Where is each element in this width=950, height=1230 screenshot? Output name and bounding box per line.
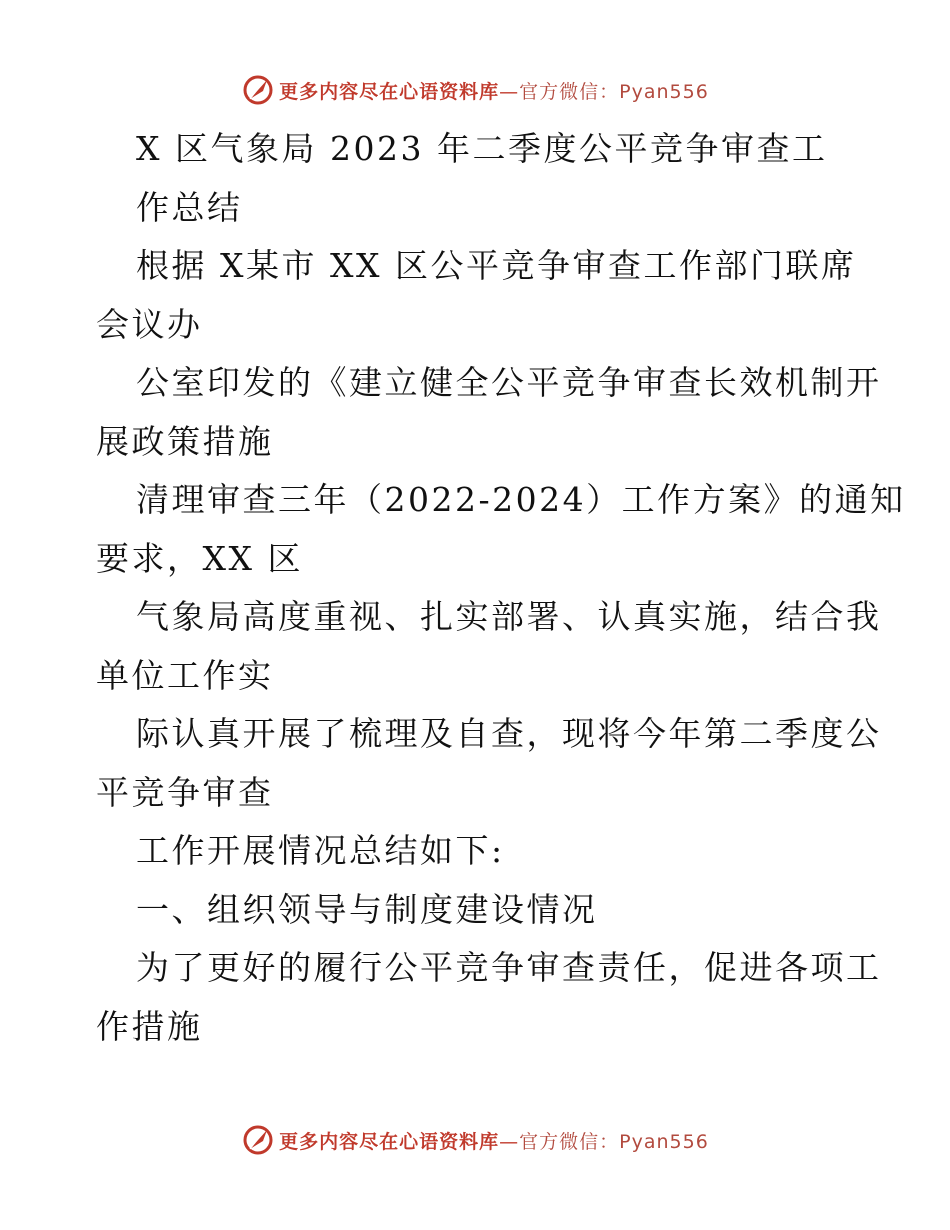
section-heading: 一、组织领导与制度建设情况 bbox=[136, 889, 598, 929]
feather-pen-circle-icon bbox=[241, 1123, 275, 1157]
document-line: 公室印发的《建立健全公平竞争审查长效机制开 bbox=[136, 363, 882, 402]
document-line: 气象局高度重视、扎实部署、认真实施，结合我 bbox=[136, 597, 882, 636]
footer-watermark bbox=[0, 1120, 950, 1160]
document-line: 为了更好的履行公平竞争审查责任，促进各项工 bbox=[136, 948, 882, 987]
watermark-separator: — bbox=[499, 1130, 520, 1153]
document-line: 作措施 bbox=[96, 1006, 203, 1046]
document-line: 单位工作实 bbox=[96, 655, 274, 695]
watermark-wechat-text: 官方微信：Pyan556 bbox=[519, 80, 709, 103]
document-line: 工作开展情况总结如下: bbox=[136, 831, 505, 870]
document-line: 要求，XX 区 bbox=[96, 538, 303, 578]
document-line: 会议办 bbox=[96, 304, 203, 344]
watermark-wechat-text: 官方微信：Pyan556 bbox=[519, 1130, 709, 1153]
document-line: 作总结 bbox=[136, 187, 243, 227]
document-line: X 区气象局 2023 年二季度公平竞争审查工 bbox=[136, 129, 828, 168]
document-line: 展政策措施 bbox=[96, 421, 274, 461]
watermark-brand-text: 更多内容尽在心语资料库 bbox=[279, 1130, 500, 1153]
feather-pen-circle-icon bbox=[241, 73, 275, 107]
watermark-separator: — bbox=[499, 80, 520, 103]
document-line: 清理审查三年（2022-2024）工作方案》的通知 bbox=[136, 480, 906, 519]
document-body bbox=[96, 120, 906, 1056]
watermark-brand-text: 更多内容尽在心语资料库 bbox=[279, 80, 500, 103]
document-line: 平竞争审查 bbox=[96, 772, 274, 812]
header-watermark bbox=[0, 70, 950, 110]
document-line: 际认真开展了梳理及自查，现将今年第二季度公 bbox=[136, 714, 882, 753]
document-line: 根据 X某市 XX 区公平竞争审查工作部门联席 bbox=[136, 246, 857, 285]
